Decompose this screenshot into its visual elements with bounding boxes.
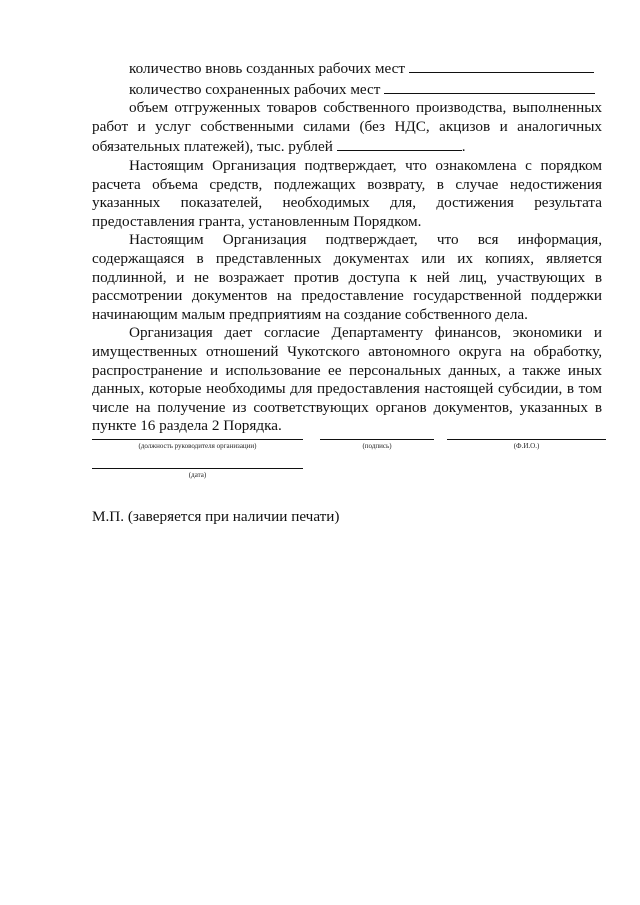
new-jobs-label: количество вновь созданных рабочих мест (129, 60, 405, 77)
confirm-procedure-paragraph: Настоящим Организация подтверждает, что ознакомлена с порядком расчета объема средств, подлежащих возврату, в случае недостижения указанных показателей, необходимых для, достижения результата предоставления гранта, установленным Порядком. (92, 156, 602, 230)
kept-jobs-line (92, 79, 602, 100)
new-jobs-blank (409, 58, 594, 73)
date-caption: (дата) (188, 471, 207, 479)
signature-caption: (подпись) (362, 442, 392, 450)
stamp-note: М.П. (заверяется при наличии печати) (92, 508, 340, 525)
position-line (92, 439, 303, 440)
signature-line (320, 439, 434, 440)
kept-jobs-blank (384, 79, 595, 94)
document-body (92, 58, 602, 436)
shipped-volume-line (92, 99, 602, 157)
name-caption: (Ф.И.О.) (513, 442, 540, 450)
date-line (92, 468, 303, 469)
name-line (447, 439, 606, 440)
shipped-volume-end: . (461, 138, 466, 156)
new-jobs-line (92, 58, 602, 79)
confirm-info-paragraph: Настоящим Организация подтверждает, что вся информация, содержащаяся в представленных документах или их копиях, является подлинной, и не возражает против доступа к ней лиц, участвующих в рассмотрении документов на предоставление государственной поддержки начинающим малым предприятиям на создание собственного дела. (92, 231, 602, 323)
kept-jobs-label: количество сохраненных рабочих мест (129, 80, 381, 98)
position-caption: (должность руководителя организации) (138, 442, 257, 450)
shipped-volume-blank (337, 136, 462, 151)
consent-paragraph: Организация дает согласие Департаменту финансов, экономики и имущественных отношений Чукотского автономного округа на обработку, распространение и использование ее персональных данных, а также иных данных, которые необходимы для предоставления настоящей субсидии, в том числе на получение из соответствующих органов документов, указанных в пункте 16 раздела 2 Порядка. (92, 324, 602, 435)
shipped-volume-label: объем отгруженных товаров собственного производства, выполненных работ и услуг собственными силами (без НДС, акцизов и аналогичных обязательных платежей), тыс. рублей (92, 99, 602, 156)
